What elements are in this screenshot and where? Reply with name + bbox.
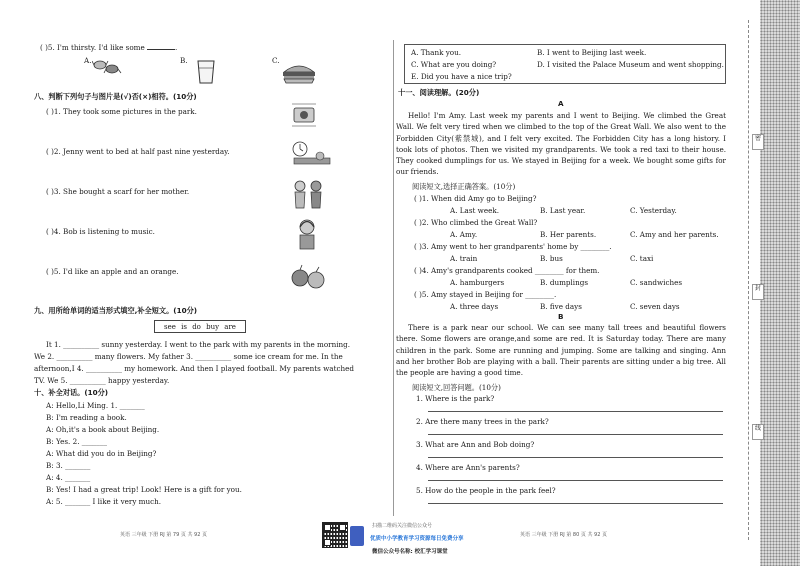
promo-line-2: 微信公众号名称: 校汇学习课堂 [372, 549, 448, 555]
qa4-opt-a: A. hamburgers [450, 278, 505, 287]
q5-option-b: B. [180, 56, 188, 65]
qr-code[interactable] [322, 522, 348, 548]
qa5-opt-a: A. three days [450, 302, 499, 311]
sec9-line-4: TV. We 5. __________ happy yesterday. [34, 376, 170, 385]
q5-option-a: A. [84, 56, 92, 65]
sec8-item-3: ( )3. She bought a scarf for her mother. [46, 187, 190, 196]
side-mark-1: 密 [752, 134, 764, 150]
right-page-footer: 英语 三年级 下册 RJ 第 80 页 共 92 页 [520, 532, 607, 538]
qb4: 4. Where are Ann's parents? [416, 463, 520, 472]
qb3: 3. What are Ann and Bob doing? [416, 440, 535, 449]
q5-stem: ( )5. I'm thirsty. I'd like some . [40, 43, 178, 52]
qa1-opt-b: B. Last year. [540, 206, 586, 215]
qa2-opt-b: B. Her parents. [540, 230, 597, 239]
dialog-line-3: A: Oh,it's a book about Beijing. [46, 425, 160, 434]
sec8-item-5: ( )5. I'd like an apple and an orange. [46, 267, 179, 276]
left-page-footer: 英语 三年级 下册 RJ 第 79 页 共 92 页 [120, 532, 207, 538]
brand-logo-icon [350, 526, 364, 546]
bed-clock-picture [290, 140, 332, 170]
qb1: 1. Where is the park? [416, 394, 495, 403]
choice-b: B. I went to Beijing last week. [537, 48, 647, 57]
sec9-line-1: It 1. __________ sunny yesterday. I went to the park with my parents in the morning. [46, 340, 351, 349]
qa1-opt-a: A. Last week. [450, 206, 499, 215]
qa3-stem: ( )3. Amy went to her grandparents' home by ________. [414, 242, 612, 251]
camera-picture [288, 100, 320, 130]
page-divider [393, 40, 394, 516]
hamburger-icon [282, 62, 316, 84]
scarf-picture [290, 178, 326, 210]
qb1-answer-line[interactable] [428, 411, 723, 412]
qb2: 2. Are there many trees in the park? [416, 417, 549, 426]
side-mark-2: 封 [752, 284, 764, 300]
qa1-stem: ( )1. When did Amy go to Beijing? [414, 194, 537, 203]
section-11-title: 十一、阅读理解。(20分) [398, 88, 480, 97]
promo-scan-text: 扫描二维码关注微信公众号 [372, 523, 433, 529]
sec9-line-2: We 2. __________ many flowers. My father 3. __________ some ice cream for me. In the [34, 352, 343, 361]
qr-finder-tl [324, 524, 331, 531]
choice-d: D. I visited the Palace Museum and went shopping. [537, 60, 724, 69]
qb5: 5. How do the people in the park feel? [416, 486, 556, 495]
dialog-choices-box [404, 44, 726, 84]
section-10-title: 十、补全对话。(10分) [34, 388, 109, 397]
choice-c: C. What are you doing? [411, 60, 497, 69]
qa2-stem: ( )2. Who climbed the Great Wall? [414, 218, 538, 227]
water-glass-icon [196, 60, 216, 84]
dialog-line-7: A: 4. _______ [46, 473, 91, 482]
choice-a: A. Thank you. [411, 48, 462, 57]
sec9-line-3: afternoon,I 4. __________ my homework. And then I played football. My parents watched [34, 364, 354, 373]
passage-b-text: There is a park near our school. We can see many tall trees and beautiful flowers there. Some flowers are orange,and some are red. It is Saturday today. There are many children in the park. Some are running and jumping. Some are talking and singing. Ann and her brother Bob are playing with a ball. Their parents are sitting under a big tree. All the people are having a good time. [396, 323, 726, 378]
binding-dashed-line [748, 20, 749, 540]
q5-blank [147, 43, 175, 50]
dialog-line-6: B: 3. _______ [46, 461, 91, 470]
q5-option-c: C. [272, 56, 280, 65]
qb5-answer-line[interactable] [428, 503, 723, 504]
qb2-answer-line[interactable] [428, 434, 723, 435]
qa1-opt-c: C. Yesterday. [630, 206, 677, 215]
dialog-line-2: B: I'm reading a book. [46, 413, 127, 422]
section-9-title: 九、用所给单词的适当形式填空,补全短文。(10分) [34, 306, 198, 315]
qa3-opt-c: C. taxi [630, 254, 654, 263]
qa3-opt-a: A. train [450, 254, 478, 263]
candy-icon [92, 55, 122, 79]
qr-finder-tr [339, 524, 346, 531]
section-8-title: 八、判断下列句子与图片是(√)否(×)相符。(10分) [34, 92, 197, 101]
qr-finder-bl [324, 539, 331, 546]
qa2-opt-a: A. Amy. [450, 230, 478, 239]
passage-a-text: Hello! I'm Amy. Last week my parents and I went to Beijing. We climbed the Great Wall. We felt very tired when we climbed to the top of the Great Wall. We also went to the Forbidden City(紫禁城), and I felt very excited. The Forbidden City has a long history. I took lots of photos. Then we visited my grandparents. We took a red taxi to their house. They cooked dumplings for us. We stayed in Beijing for a week. We bought some gifts for our friends. [396, 111, 726, 177]
qa5-opt-b: B. five days [540, 302, 582, 311]
fruit-picture [286, 262, 330, 294]
dialog-line-1: A: Hello,Li Ming. 1. _______ [46, 401, 145, 410]
binding-strip [760, 0, 800, 566]
q5-text: ( )5. I'm thirsty. I'd like some [40, 43, 145, 52]
choice-e: E. Did you have a nice trip? [411, 72, 512, 81]
qb4-answer-line[interactable] [428, 480, 723, 481]
word-bank: see is do buy are [154, 320, 246, 333]
passage-b-label: B [558, 312, 564, 321]
passage-a-label: A [558, 99, 564, 108]
qa4-opt-b: B. dumplings [540, 278, 589, 287]
qa3-opt-b: B. bus [540, 254, 563, 263]
qa5-opt-c: C. seven days [630, 302, 680, 311]
side-mark-3: 线 [752, 424, 764, 440]
passage-b-instruction: 阅读短文,回答问题。(10分) [412, 383, 501, 392]
qb3-answer-line[interactable] [428, 457, 723, 458]
sec8-item-2: ( )2. Jenny went to bed at half past nine yesterday. [46, 147, 230, 156]
qa2-opt-c: C. Amy and her parents. [630, 230, 719, 239]
sec8-item-4: ( )4. Bob is listening to music. [46, 227, 155, 236]
dialog-line-5: A: What did you do in Beijing? [46, 449, 157, 458]
dialog-line-4: B: Yes. 2. _______ [46, 437, 107, 446]
dialog-line-8: B: Yes! I had a great trip! Look! Here is a gift for you. [46, 485, 242, 494]
listening-boy-picture [292, 218, 322, 254]
sec8-item-1: ( )1. They took some pictures in the park. [46, 107, 197, 116]
qa4-opt-c: C. sandwiches [630, 278, 683, 287]
dialog-line-9: A: 5. _______ I like it very much. [46, 497, 162, 506]
qa5-stem: ( )5. Amy stayed in Beijing for ________. [414, 290, 557, 299]
promo-line-1: 优质中小学教育学习资源每日免费分享 [370, 536, 464, 542]
qa4-stem: ( )4. Amy's grandparents cooked ________ for them. [414, 266, 600, 275]
passage-a-instruction: 阅读短文,选择正确答案。(10分) [412, 182, 516, 191]
